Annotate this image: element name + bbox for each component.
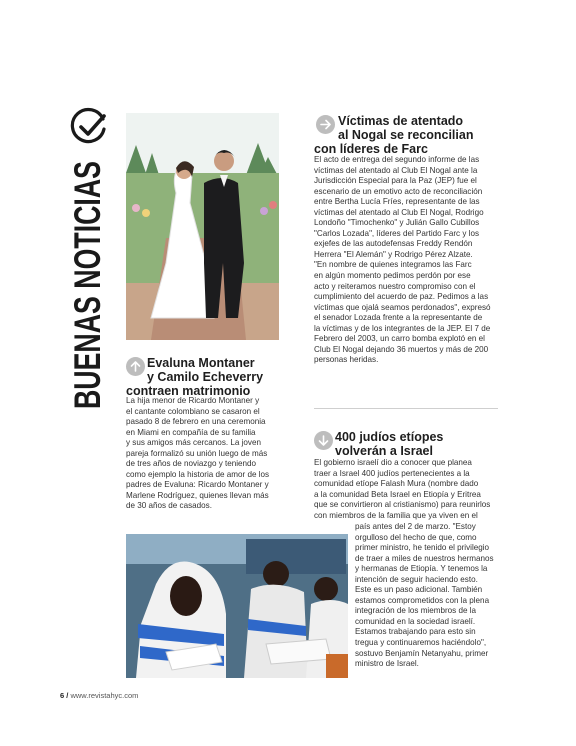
body-line: el senador Lozada frente a la representante de xyxy=(314,313,483,323)
body-line: "En nombre de quienes integramos las Farc xyxy=(314,260,472,270)
body-line: Londoño "Timochenko" y Julián Gallo Cubillos xyxy=(314,218,480,228)
article-headline-wedding xyxy=(147,356,255,370)
body-line: la víctimas y de los integrantes de la JEP. El 7 de xyxy=(314,323,491,333)
body-line: personas heridas. xyxy=(314,355,379,365)
divider xyxy=(314,408,498,409)
body-line: con miembros de la familia que ya viven en el xyxy=(314,510,478,520)
headline-line: Evaluna Montaner xyxy=(147,356,255,370)
article-body-israel-cont xyxy=(355,522,505,670)
body-line: a la comunidad Beta Israel en Etiopía y Eritrea xyxy=(314,489,481,499)
headline-line: y Camilo Echeverry xyxy=(147,370,264,384)
arrow-down-icon xyxy=(314,431,333,450)
article-body-israel xyxy=(314,458,514,521)
body-line: el cantante colombiano se casaron el xyxy=(126,406,260,416)
body-line: traer a Israel 400 judíos pertenecientes a la xyxy=(314,468,470,478)
body-line: como ejemplo la historia de amor de los xyxy=(126,469,270,479)
body-line: escenario de un emotivo acto de reconciliación xyxy=(314,186,483,196)
wedding-photo xyxy=(126,113,279,340)
headline-line: Víctimas de atentado xyxy=(338,114,464,128)
article-body-wedding xyxy=(126,396,286,512)
body-line: de 30 años de casados. xyxy=(126,501,212,511)
headline-line: al Nogal se reconcilian xyxy=(338,128,474,142)
israel-photo xyxy=(126,534,348,678)
headline-line: con líderes de Farc xyxy=(314,142,428,156)
body-line: Jurisdicción Especial para la Paz (JEP) fue el xyxy=(314,176,477,186)
body-line: tregua y continuaremos haciéndolo", xyxy=(355,638,487,648)
body-line: primer ministro, he tenido el privilegio xyxy=(355,543,490,553)
body-line: Estamos trabajando para esto sin xyxy=(355,627,476,637)
body-line: entre Bertha Lucía Fríes, representante de las xyxy=(314,197,480,207)
body-line: de tres años de noviazgo y teniendo xyxy=(126,459,257,469)
body-line: que se convirtieron al cristianismo) para reunirlos xyxy=(314,500,491,510)
body-line: estamos comprometidos con la plena xyxy=(355,595,490,605)
body-line: país antes del 2 de marzo. "Estoy xyxy=(355,522,476,531)
body-line: padres de Evaluna: Ricardo Montaner y xyxy=(126,480,269,490)
body-line: integración de los miembros de la xyxy=(355,606,477,616)
headline-line: volverán a Israel xyxy=(335,444,433,458)
body-line: víctimas del atentado al Club El Nogal ante la xyxy=(314,165,478,175)
headline-line: 400 judíos etíopes xyxy=(335,430,444,444)
article-headline-nogal-cont xyxy=(314,142,428,156)
article-body-nogal xyxy=(314,155,504,366)
body-line: El acto de entrega del segundo informe de las xyxy=(314,155,480,164)
page-number: 6 / xyxy=(60,691,69,700)
body-line: intención de seguir haciendo esto. xyxy=(355,574,478,584)
body-line: Club El Nogal dejando 36 muertos y más de 200 xyxy=(314,344,489,354)
body-line: de traer a miles de nuestros hermanos xyxy=(355,553,494,563)
article-headline-israel xyxy=(335,430,443,458)
body-line: pareja formalizó su unión luego de más xyxy=(126,448,268,458)
page-footer xyxy=(60,691,138,700)
section-title-text: BUENAS NOTICIAS xyxy=(67,160,108,409)
body-line: Este es un paso adicional. También xyxy=(355,585,483,595)
body-line: cumplimiento del acuerdo de paz. Pedimos a las xyxy=(314,292,489,302)
body-line: Marlene Rodríguez, quienes llevan más xyxy=(126,490,269,500)
body-line: en algún momento pedimos perdón por ese xyxy=(314,271,471,281)
website-link[interactable]: www.revistahyc.com xyxy=(70,691,139,700)
arrow-right-icon xyxy=(316,115,335,134)
section-title xyxy=(60,160,110,410)
body-line: La hija menor de Ricardo Montaner y xyxy=(126,396,260,405)
body-line: en Miami en compañía de su familia xyxy=(126,427,256,437)
body-line: exjefes de las autodefensas Freddy Rendón xyxy=(314,239,473,249)
headline-line: contraen matrimonio xyxy=(126,384,251,398)
body-line: y sus amigos más cercanos. La joven xyxy=(126,438,261,448)
check-circle-icon xyxy=(69,107,109,147)
body-line: El gobierno israelí dio a conocer que planea xyxy=(314,458,472,467)
body-line: orgulloso del hecho de que, como xyxy=(355,532,477,542)
article-headline-wedding-cont xyxy=(126,370,263,398)
body-line: comunidad en la sociedad israelí. xyxy=(355,616,476,626)
body-line: víctimas que ojalá seamos perdonados", expresó xyxy=(314,302,491,312)
body-line: víctimas del atentado al Club El Nogal, Rodrigo xyxy=(314,207,484,217)
body-line: Herrera "El Alemán" y Rodrigo Pérez Alzate. xyxy=(314,249,473,259)
body-line: pasado 8 de febrero en una ceremonia xyxy=(126,417,266,427)
body-line: "Carlos Lozada", líderes del Partido Farc y los xyxy=(314,228,479,238)
article-headline-nogal xyxy=(338,114,473,142)
body-line: comunidad etíope Falash Mura (nombre dado xyxy=(314,479,479,489)
body-line: acto y reiteramos nuestro compromiso con el xyxy=(314,281,476,291)
body-line: y hermanas de Etiopía. Y tenemos la xyxy=(355,564,488,574)
body-line: sostuvo Benjamín Netanyahu, primer xyxy=(355,648,489,658)
body-line: Febrero del 2003, un carro bomba explotó en el xyxy=(314,334,485,344)
body-line: ministro de Israel. xyxy=(355,659,419,669)
